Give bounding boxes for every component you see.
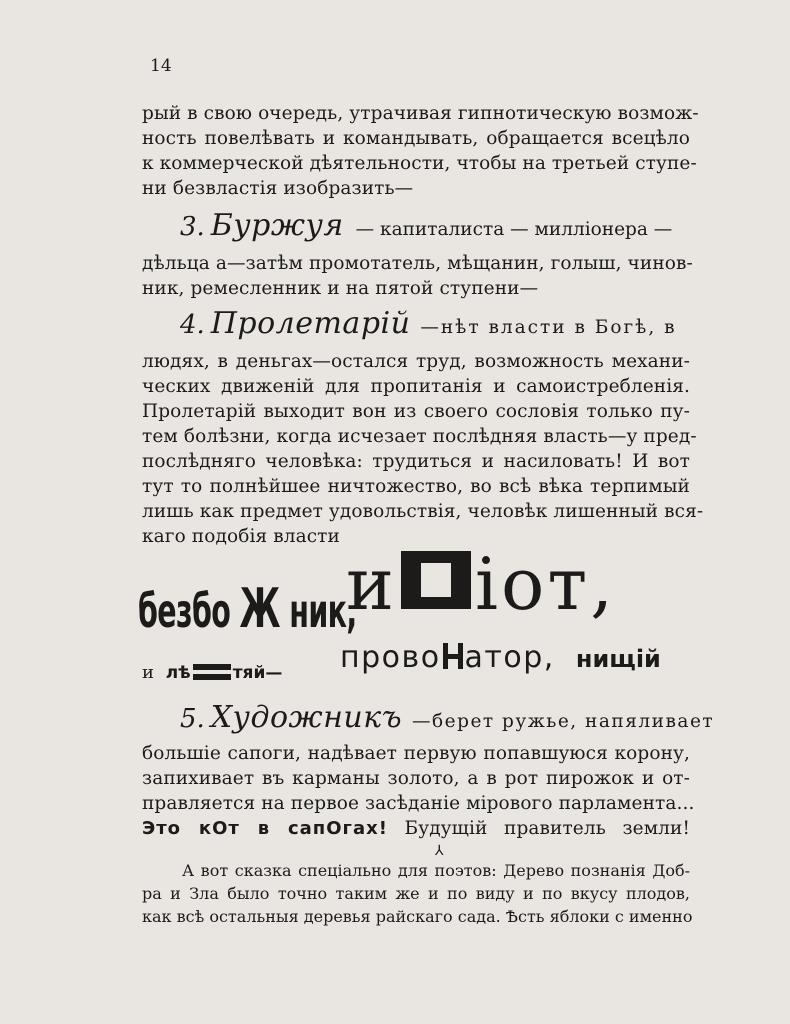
section-3-heading [180,208,672,243]
text-line: правляется на первое засѣданіе мірового парламента... [142,793,695,814]
word-bezbozhnik [138,577,357,640]
text-line: каго подобія власти [142,526,340,547]
text-line: ность повелѣвать и командывать, обращается всецѣло [142,128,690,149]
text-line: к коммерческой дѣятельности, чтобы на третьей ступе- [142,153,697,174]
text-line: рый в свою очередь, утрачивая гипнотическую возмож- [142,103,699,124]
page-number: 14 [150,56,172,76]
word-part: тяй— [232,663,283,683]
text-line: дѣльца а—затѣм промотатель, мѣщанин, голыш, чинов- [142,253,693,274]
text-line: людях, в деньгах—остался труд, возможность механи- [142,351,690,372]
section-heading-rest: —нѣт власти в Богѣ, в [420,317,677,338]
section-title: Художникъ [210,700,403,735]
word-part: атор, [464,640,555,675]
word-nishchy: нищій [575,645,661,673]
text-line: ник, ремесленник и на пятой ступени— [142,278,539,299]
word-part: прово [340,640,441,675]
text-line: большіе сапоги, надѣвает первую попавшуюся корону, [142,743,690,764]
text-line: тут то полнѣйшее ничтожество, во всѣ вѣка терпимый [142,476,690,497]
word-part: Ж [239,577,280,640]
section-heading-rest: — капиталиста — милліонера — [355,219,673,240]
word-part: безбо [138,584,231,638]
word-part: ник, [289,584,357,638]
section-title: Буржуя [210,208,344,243]
closing-phrase: Будущій правитель земли! [404,818,691,839]
text-line: А вот сказка спеціально для поэтов: Дерево познанія Доб- [182,861,690,880]
word-lentyai [142,662,282,683]
word-part: и [142,662,154,683]
text-line: тем болѣзни, когда исчезает послѣдняя власть—у пред- [142,426,697,447]
section-heading-rest: —берет ружье, напяливает [412,711,715,732]
block-letter-glyph [193,664,231,680]
section-number: 3. [180,212,205,242]
section-number: 4. [180,310,205,340]
text-line: как всѣ остальныя деревья райскаго сада. Ѣсть яблоки с именно [142,907,693,926]
text-line: Пролетарій выходит вон из своего сословія только пу- [142,401,690,422]
block-letter-glyph [401,551,471,613]
text-line: лишь как предмет удовольствія, человѣк лишенный вся- [142,501,704,522]
text-line: ческих движеній для пропитанія и самоистребленія. [142,376,690,397]
word-part: и [346,542,397,626]
text-line: послѣдняго человѣка: трудиться и насиловать! И вот [142,451,690,472]
printer-mark: ⅄ [435,843,444,859]
word-provokator [340,640,661,675]
cat-phrase: Это кОт в сапОгах! [142,818,388,839]
word-part: лѣ [165,663,191,683]
text-line-cat [142,817,690,841]
text-line: ра и Зла было точно таким же и по виду и по вкусу плодов, [142,884,690,903]
word-idiot [346,542,617,626]
section-title: Пролетарій [210,306,411,341]
stylized-letter-glyph [443,643,463,669]
section-number: 5. [180,704,205,734]
section-5-heading [180,700,714,735]
section-4-heading [180,306,677,341]
text-line: запихивает въ карманы золото, а в рот пирожок и от- [142,768,690,789]
text-line: ни безвластія изобразить— [142,178,414,199]
word-part: іот, [475,542,617,626]
